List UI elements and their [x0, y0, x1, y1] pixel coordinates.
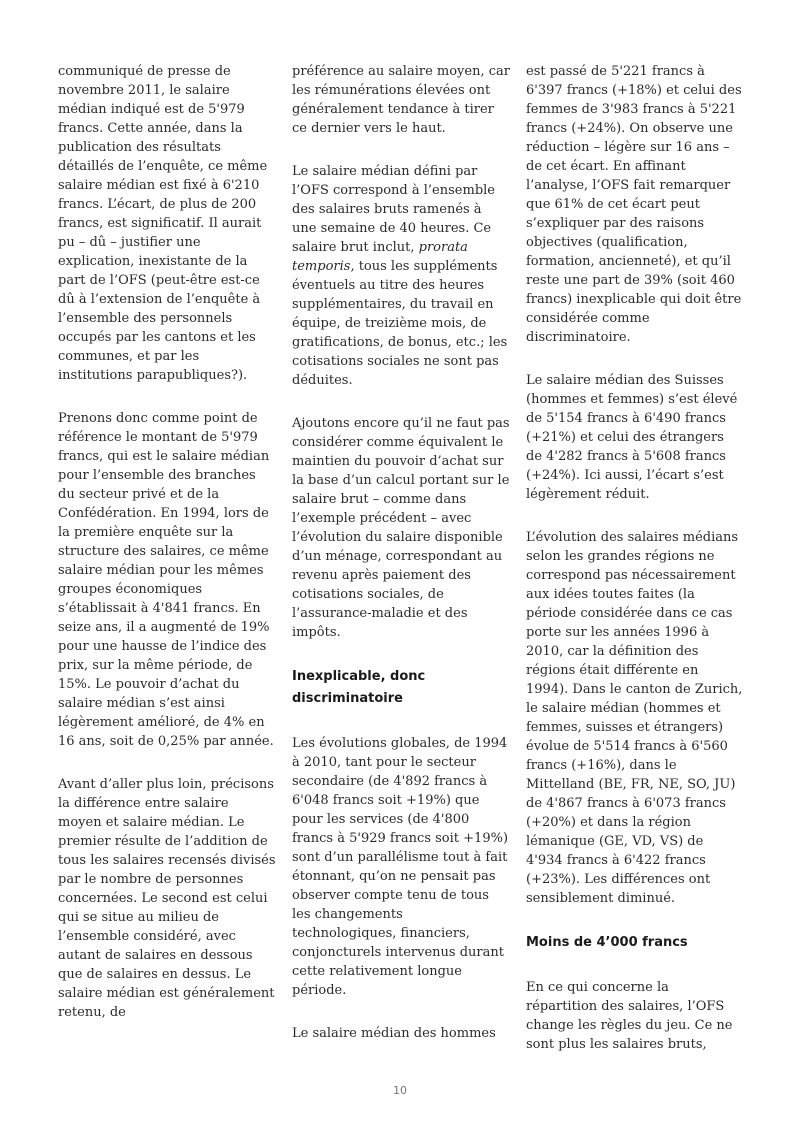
paragraph: Ajoutons encore qu’il ne faut pas considérer comme équivalent le maintien du pouvoir d’achat sur la base d’un calcul portant sur le salaire brut – comme dans l’exemple précédent – avec l’évolution du salaire disponible d’un ménage, correspondant au revenu après paiement des cotisations sociales, de l’assurance-maladie et des impôts. — [292, 416, 510, 640]
paragraph: Prenons donc comme point de référence le montant de 5'979 francs, qui est le salaire médian pour l’ensemble des branches du secteur privé et de la Confédération. En 1994, lors de la première enquête sur la structure des salaires, ce même salaire médian pour les mêmes groupes économiques s’établissait à 4'841 francs. En seize ans, il a augmenté de 19% pour une hausse de l’indice des prix, sur la même période, de 15%. Le pouvoir d’achat du salaire médian s’est ainsi légèrement amélioré, de 4% en 16 ans, soit de 0,25% par année. — [58, 411, 274, 749]
paragraph-text: Le salaire médian défini par l’OFS correspond à l’ensemble des salaires bruts ramenés à une semaine de 40 heures. Ce salaire brut inclut, — [292, 164, 495, 255]
paragraph — [292, 162, 510, 390]
text-column-3 — [526, 62, 744, 1054]
paragraph: préférence au salaire moyen, car les rémunérations élevées ont généralement tendance à tirer ce dernier vers le haut. — [292, 64, 510, 136]
paragraph: Le salaire médian des hommes — [292, 1026, 496, 1041]
paragraph: Les évolutions globales, de 1994 à 2010, tant pour le secteur secondaire (de 4'892 francs à 6'048 francs soit +19%) que pour les services (de 4'800 francs à 5'929 francs soit +19%) sont d’un parallélisme tout à fait étonnant, qu’on ne pensait pas observer compte tenu de tous les changements technologiques, financiers, conjoncturels intervenus durant cette relativement longue période. — [292, 736, 509, 998]
italic-term: prorata temporis — [292, 240, 468, 274]
section-heading: Moins de 4’000 francs — [526, 935, 688, 950]
paragraph: L’évolution des salaires médians selon les grandes régions ne correspond pas nécessairement aux idées toutes faites (la période considérée dans ce cas porte sur les années 1996 à 2010, car la définition des régions était différente en 1994). Dans le canton de Zurich, le salaire médian (hommes et femmes, suisses et étrangers) évolue de 5'514 francs à 6'560 francs (+16%), dans le Mittelland (BE, FR, NE, SO, JU) de 4'867 francs à 6'073 francs (+20%) et dans la région lémanique (GE, VD, VS) de 4'934 francs à 6'422 francs (+23%). Les différences ont sensiblement diminué. — [526, 530, 743, 906]
text-column-1 — [58, 62, 276, 1022]
paragraph: Avant d’aller plus loin, précisons la différence entre salaire moyen et salaire médian. Le premier résulte de l’addition de tous les salaires recensés divisés par le nombre de personnes concernées. Le second est celui qui se situe au milieu de l’ensemble considéré, avec autant de salaires en dessous que de salaires en dessus. Le salaire médian est généralement retenu, de — [58, 777, 276, 1020]
paragraph: communiqué de presse de novembre 2011, le salaire médian indiqué est de 5'979 francs. Cette année, dans la publication des résultats détaillés de l’enquête, ce même salaire médian est fixé à 6'210 francs. L’écart, de plus de 200 francs, est significatif. Il aurait pu – dû – justifier une explication, inexistante de la part de l’OFS (peut-être est-ce dû à l’extension de l’enquête à l’ensemble des personnels occupés par les cantons et les communes, et par les institutions parapubliques?). — [58, 64, 268, 383]
section-heading: Inexplicable, donc discriminatoire — [292, 669, 426, 706]
paragraph: est passé de 5'221 francs à 6'397 francs (+18%) et celui des femmes de 3'983 francs à 5'221 francs (+24%). On observe une réduction – légère sur 16 ans – de cet écart. En affinant l’analyse, l’OFS fait remarquer que 61% de cet écart peut s’expliquer par des raisons objectives (qualification, formation, ancienneté), et qu’il reste une part de 39% (soit 460 francs) inexplicable qui doit être considérée comme discriminatoire. — [526, 64, 742, 345]
paragraph-text: , tous les suppléments éventuels au titre des heures supplémentaires, du travail en équipe, de treizième mois, de gratifications, de bonus, etc.; les cotisations sociales ne sont pas déduites. — [292, 259, 508, 388]
paragraph: Le salaire médian des Suisses (hommes et femmes) s’est élevé de 5'154 francs à 6'490 francs (+21%) et celui des étrangers de 4'282 francs à 5'608 francs (+24%). Ici aussi, l’écart s’est légèrement réduit. — [526, 373, 738, 502]
paragraph: En ce qui concerne la répartition des salaires, l’OFS change les règles du jeu. Ce ne sont plus les salaires bruts, — [526, 980, 733, 1052]
page-number: 10 — [393, 1084, 407, 1097]
text-column-2 — [292, 62, 510, 1043]
